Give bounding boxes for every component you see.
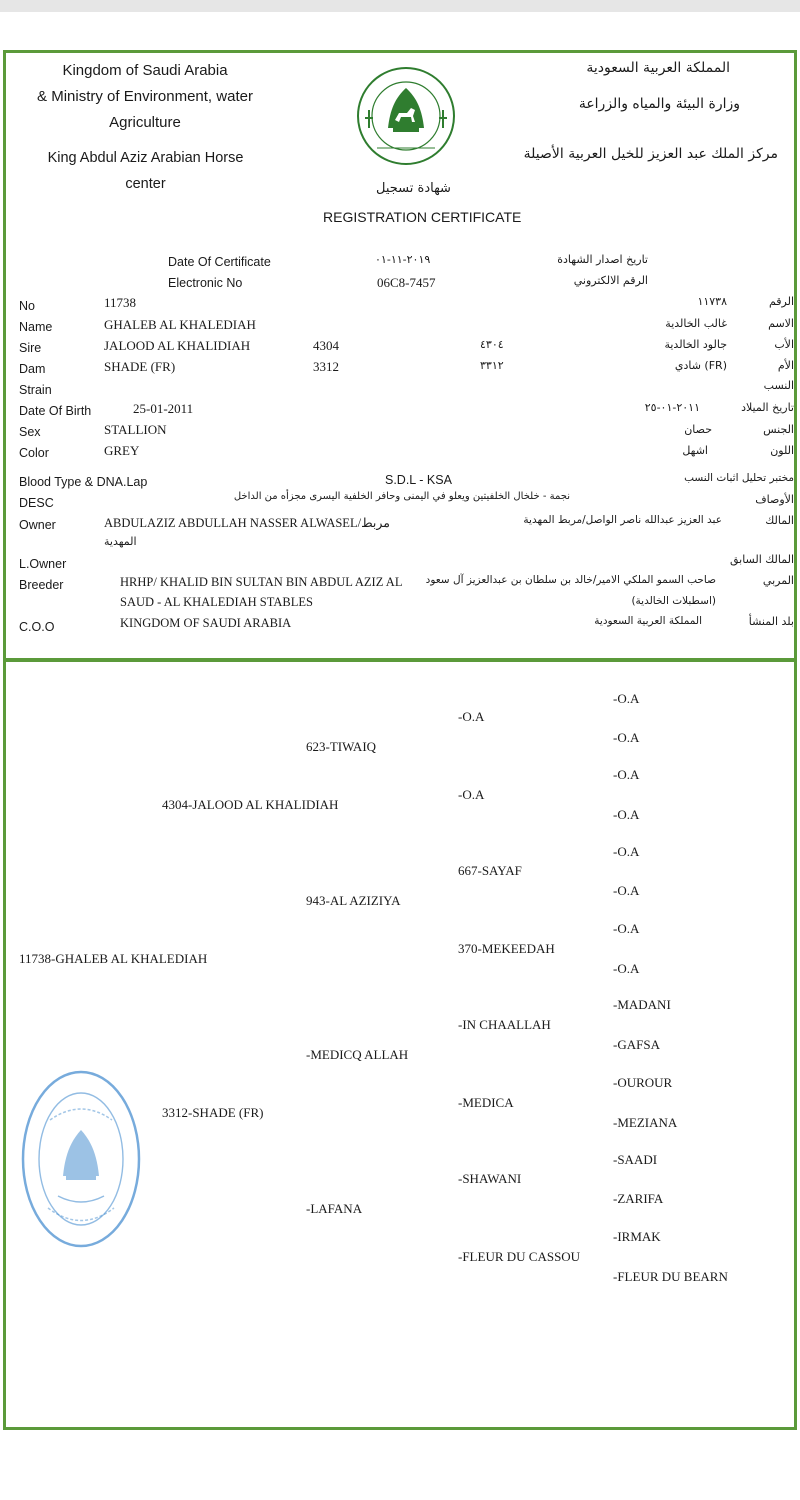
pedigree-gen3-item: 667-SAYAF [458, 863, 522, 878]
pedigree-gen3-item: -MEDICA [458, 1095, 514, 1110]
pedigree-gen4-item: -O.A [613, 844, 640, 859]
dam-value: SHADE (FR) [104, 359, 176, 374]
status-bar [0, 0, 800, 12]
electronic-no-value: 06C8-7457 [377, 275, 436, 290]
sire-value-ar: جالود الخالدية [664, 338, 727, 351]
no-value: 11738 [104, 295, 137, 310]
pedigree-gen4-item: -FLEUR DU BEARN [613, 1269, 728, 1284]
pedigree-gen2-item: -MEDICQ ALLAH [306, 1047, 409, 1062]
owner-value: ABDULAZIZ ABDULLAH NASSER ALWASEL/مربط [104, 516, 390, 530]
sire-label: Sire [19, 341, 42, 355]
pedigree-gen3-item: 370-MEKEEDAH [458, 941, 555, 956]
l-owner-label: L.Owner [19, 557, 67, 571]
header-en-line4: King Abdul Aziz Arabian Horse center [47, 150, 244, 192]
sex-label: Sex [19, 425, 41, 439]
pedigree-gen3-item: -FLEUR DU CASSOU [458, 1249, 581, 1264]
header-en-line1: Kingdom of Saudi Arabia [62, 62, 228, 79]
pedigree-gen2-item: 943-AL AZIZIYA [306, 893, 401, 908]
owner-value-line2: المهدية [104, 535, 137, 548]
blood-type-value: S.D.L - KSA [385, 473, 452, 487]
coo-value-ar: المملكة العربية السعودية [594, 615, 702, 627]
header-english [20, 58, 270, 136]
sire-number-ar: ٤٣٠٤ [480, 338, 504, 351]
strain-label-ar: النسب [763, 379, 794, 392]
header-ar-line2: وزارة البيئة والمياه والزراعة [578, 96, 740, 112]
no-label: No [19, 299, 35, 313]
sex-value: STALLION [104, 422, 167, 437]
coo-value: KINGDOM OF SAUDI ARABIA [120, 616, 292, 630]
dam-label: Dam [19, 362, 46, 376]
desc-value: نجمة - خلخال الخلفيتين ويعلو في اليمنى وحافر الخلفية اليسرى مجزأه من الداخل [233, 491, 570, 502]
cert-title-ar: شهادة تسجيل [376, 181, 451, 196]
name-label: Name [19, 320, 53, 334]
header-en-line3: Agriculture [109, 114, 181, 131]
pedigree-gen3-item: -O.A [458, 709, 485, 724]
l-owner-label-ar: المالك السابق [729, 553, 794, 566]
dob-label-ar: تاريخ الميلاد [741, 401, 794, 414]
breeder-label: Breeder [19, 578, 64, 592]
pedigree-gen4-item: -O.A [613, 921, 640, 936]
date-of-certificate-label-ar: تاريخ اصدار الشهادة [557, 253, 648, 266]
pedigree-gen4-item: -ZARIFA [613, 1191, 664, 1206]
cert-title-en: REGISTRATION CERTIFICATE [323, 209, 522, 225]
blood-type-label-ar: مختبر تحليل اثبات النسب [684, 472, 794, 484]
pedigree-gen3-item: -IN CHAALLAH [458, 1017, 551, 1032]
name-value: GHALEB AL KHALEDIAH [104, 317, 256, 332]
dam-value-ar: (FR) شادي [674, 359, 727, 372]
color-label: Color [19, 446, 49, 460]
owner-label: Owner [19, 518, 56, 532]
pedigree-gen4-item: -MEZIANA [613, 1115, 678, 1130]
breeder-value-line2: SAUD - AL KHALEDIAH STABLES [120, 595, 313, 609]
breeder-value-ar-line2: (اسطبلات الخالدية) [631, 595, 716, 607]
date-of-certificate-value: ٢٠١٩-١١-٠١ [375, 253, 431, 266]
section-divider [3, 658, 797, 662]
coo-label-ar: بلد المنشأ [748, 615, 794, 628]
dam-number: 3312 [313, 359, 339, 374]
ministry-logo-icon [355, 58, 457, 180]
pedigree-gen2-item: 623-TIWAIQ [306, 739, 377, 754]
color-value-ar: اشهل [682, 444, 708, 457]
color-label-ar: اللون [770, 444, 794, 457]
pedigree-gen4-item: -MADANI [613, 997, 671, 1012]
dob-value: 25-01-2011 [133, 401, 194, 416]
desc-label-ar: الأوصاف [755, 493, 794, 506]
pedigree-gen3-item: -O.A [458, 787, 485, 802]
pedigree-gen1-item: 4304-JALOOD AL KHALIDIAH [162, 797, 339, 812]
pedigree-gen4-item: -O.A [613, 883, 640, 898]
owner-value-ar: عبد العزيز عبدالله ناصر الواصل/مربط المهدية [523, 514, 722, 526]
color-value: GREY [104, 443, 140, 458]
header-ar-line1: المملكة العربية السعودية [586, 60, 730, 76]
registry-seal-stamp-icon [20, 1068, 142, 1250]
pedigree-gen4-item: -O.A [613, 730, 640, 745]
breeder-label-ar: المربي [762, 574, 794, 587]
dam-label-ar: الأم [777, 359, 794, 372]
pedigree-gen4-item: -SAADI [613, 1152, 658, 1167]
pedigree-gen3-item: -SHAWANI [458, 1171, 522, 1186]
pedigree-gen4-item: -IRMAK [613, 1229, 661, 1244]
pedigree-gen4-item: -O.A [613, 691, 640, 706]
no-value-ar: ١١٧٣٨ [697, 295, 727, 308]
dob-value-ar: ٢٠١١-٠١-٢٥ [644, 401, 700, 414]
pedigree-gen4-item: -O.A [613, 807, 640, 822]
pedigree-gen2-item: -LAFANA [306, 1201, 363, 1216]
sire-number: 4304 [313, 338, 339, 353]
pedigree-gen4-item: -O.A [613, 767, 640, 782]
electronic-no-label: Electronic No [168, 276, 243, 290]
pedigree-subject: 11738-GHALEB AL KHALEDIAH [19, 951, 208, 966]
header-ar-line3: مركز الملك عبد العزيز للخيل العربية الأصيلة [523, 146, 778, 162]
sex-label-ar: الجنس [763, 423, 794, 436]
header-en-line2: & Ministry of Environment, water [37, 88, 253, 105]
blood-type-label: Blood Type & DNA.Lap [19, 475, 148, 489]
date-of-certificate-label: Date Of Certificate [168, 255, 271, 269]
breeder-value-line1: HRHP/ KHALID BIN SULTAN BIN ABDUL AZIZ AL [120, 575, 403, 589]
pedigree-gen4-item: -OUROUR [613, 1075, 673, 1090]
sex-value-ar: حصان [684, 423, 712, 436]
dob-label: Date Of Birth [19, 404, 92, 418]
dam-number-ar: ٣٣١٢ [480, 359, 504, 372]
pedigree-gen4-item: -GAFSA [613, 1037, 660, 1052]
sire-value: JALOOD AL KHALIDIAH [104, 338, 251, 353]
no-label-ar: الرقم [768, 295, 794, 308]
name-value-ar: غالب الخالدية [665, 317, 727, 330]
name-label-ar: الاسم [768, 317, 794, 330]
owner-label-ar: المالك [765, 514, 794, 527]
strain-label: Strain [19, 383, 52, 397]
sire-label-ar: الأب [774, 338, 794, 351]
breeder-value-ar-line1: صاحب السمو الملكي الامير/خالد بن سلطان بن عبدالعزيز آل سعود [425, 574, 716, 586]
pedigree-gen1-item: 3312-SHADE (FR) [162, 1105, 264, 1120]
pedigree-gen4-item: -O.A [613, 961, 640, 976]
coo-label: C.O.O [19, 620, 55, 634]
electronic-no-label-ar: الرقم الالكتروني [573, 274, 648, 287]
desc-label: DESC [19, 496, 54, 510]
